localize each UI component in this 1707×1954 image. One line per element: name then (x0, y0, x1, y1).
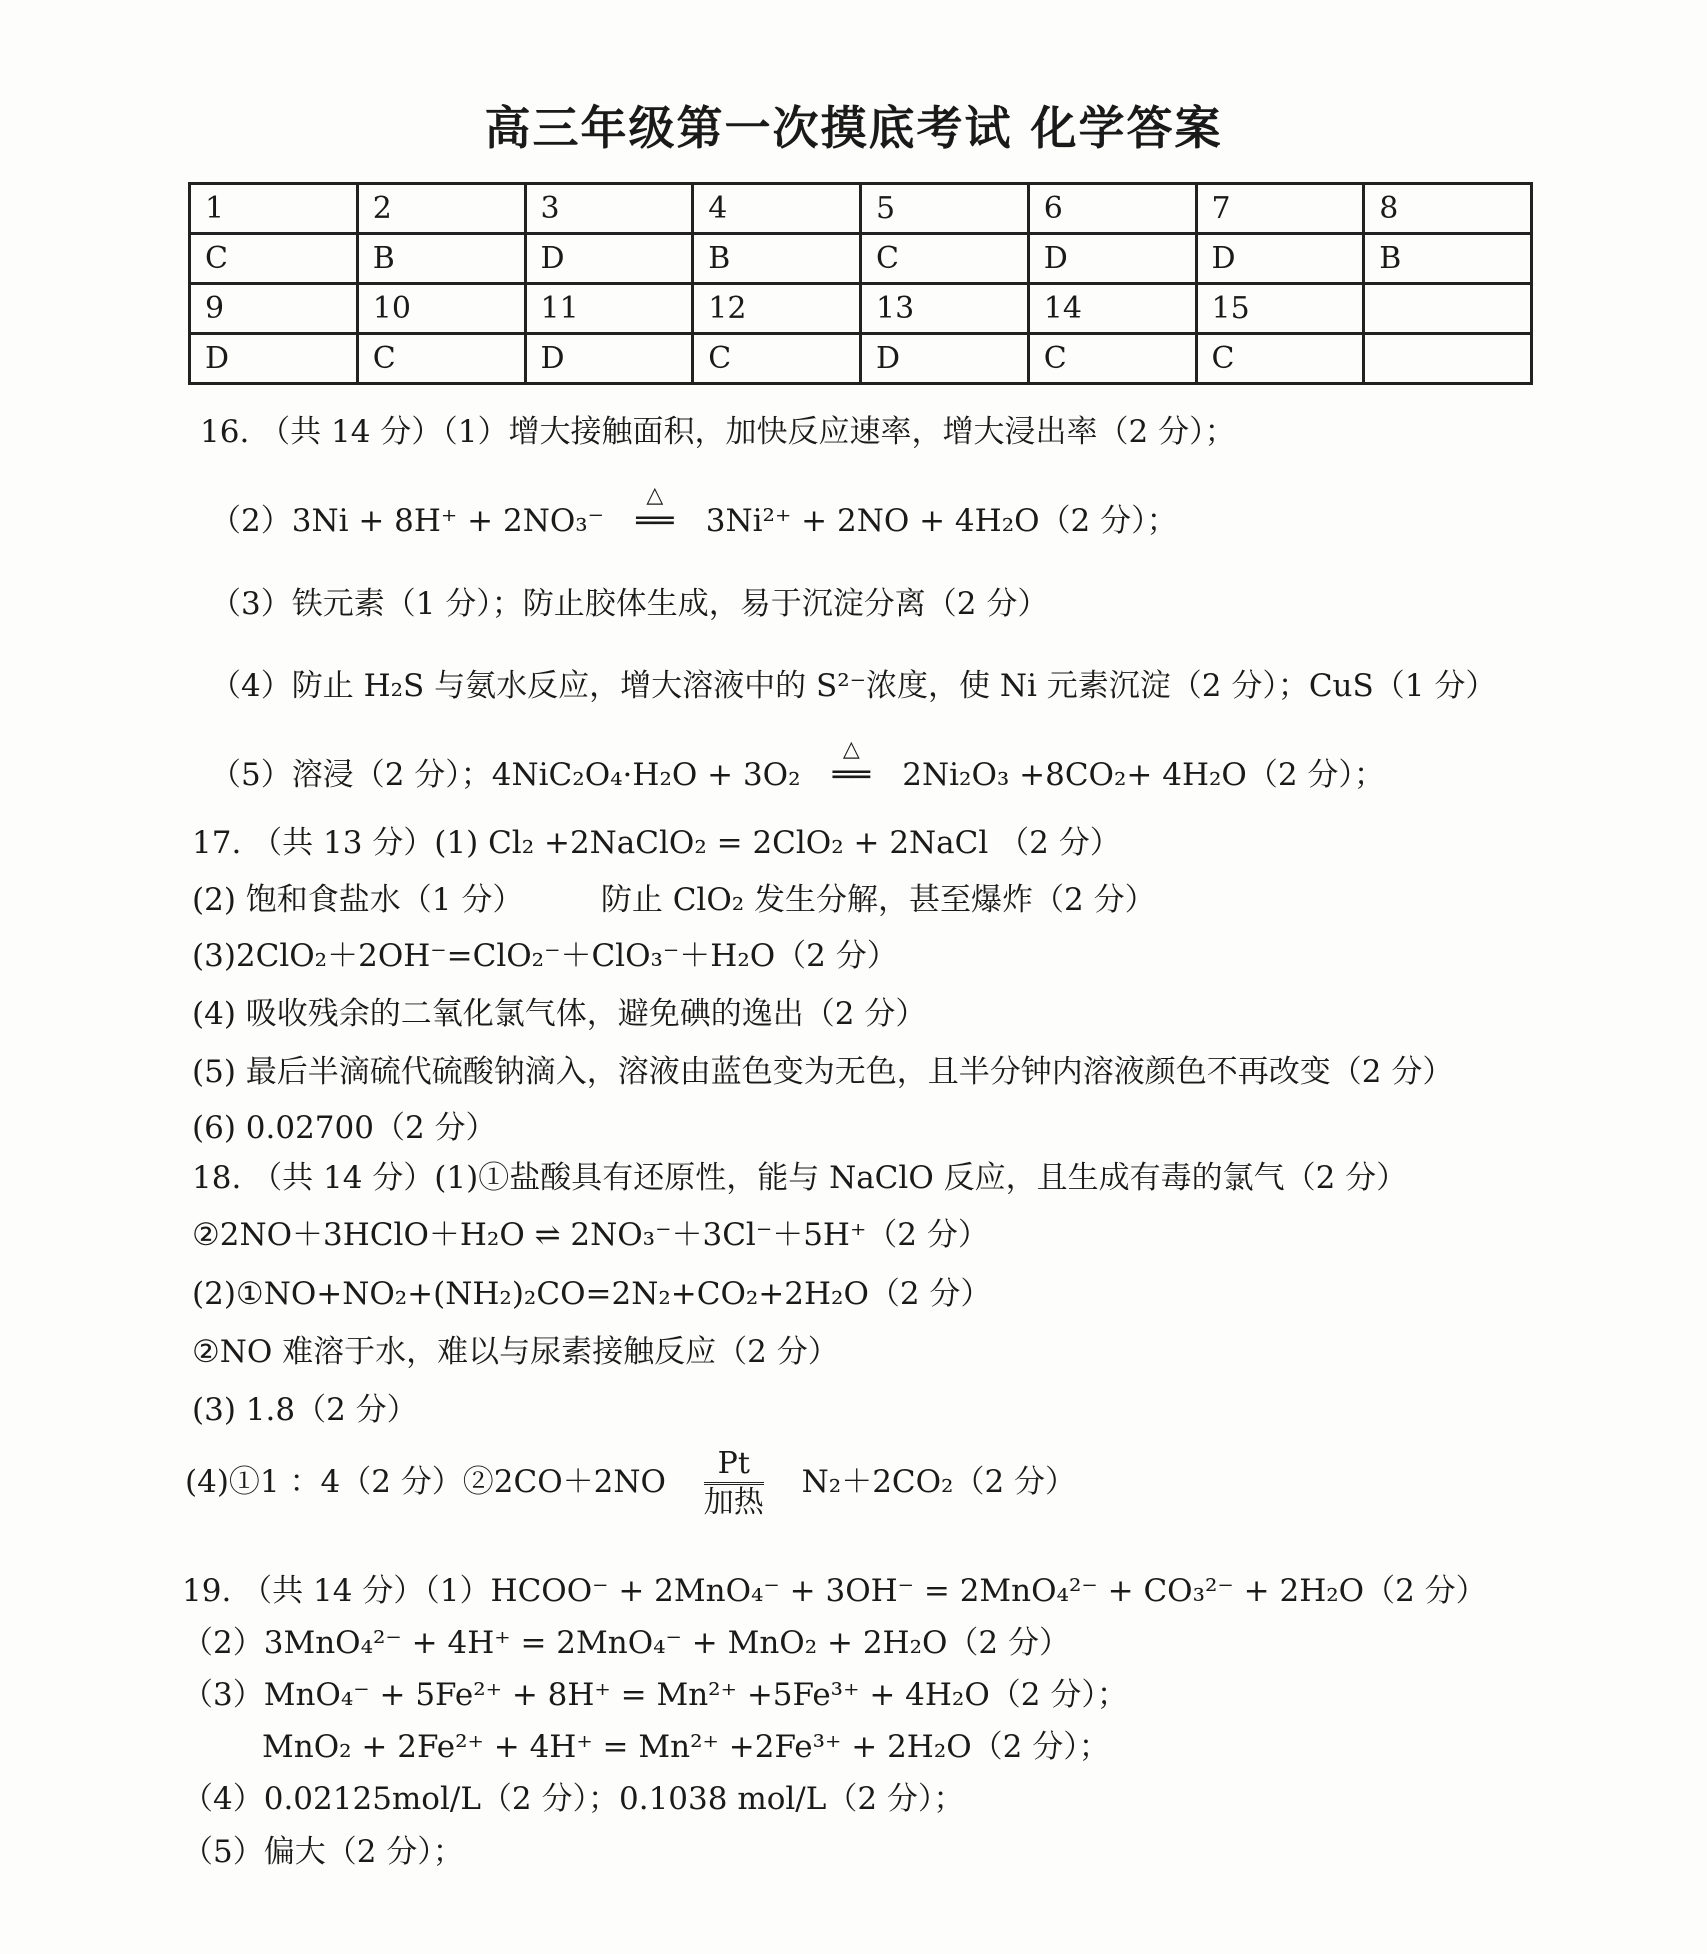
answer-cell: 1 (190, 184, 358, 234)
q16-eq5-left: （5）溶浸（2 分）；4NiC₂O₄·H₂O + 3O₂ (210, 757, 801, 793)
q16-line1: 16. （共 14 分）（1）增大接触面积，加快反应速率，增大浸出率（2 分）； (200, 414, 1236, 450)
q16-line2 (210, 483, 1178, 540)
answer-cell: 11 (525, 284, 693, 334)
q17-line2: (2) 饱和食盐水（1 分） 防止 ClO₂ 发生分解，甚至爆炸（2 分） (192, 882, 1156, 918)
answer-cell: 2 (357, 184, 525, 234)
q18-line1: 18. （共 14 分）(1)①盐酸具有还原性，能与 NaClO 反应，且生成有毒的氯气（2 分） (192, 1160, 1408, 1196)
equals-sign: ══ (636, 503, 674, 539)
heat-triangle-icon: △ (842, 737, 860, 762)
answer-cell: B (357, 234, 525, 284)
reaction-condition (704, 1446, 764, 1521)
q18-line5: (3) 1.8（2 分） (192, 1392, 418, 1428)
q19-line4: MnO₂ + 2Fe²⁺ + 4H⁺ = Mn²⁺ +2Fe³⁺ + 2H₂O（2 分）； (262, 1729, 1110, 1765)
answer-cell (1364, 334, 1532, 384)
q16-eq2-left: （2）3Ni + 8H⁺ + 2NO₃⁻ (210, 503, 605, 539)
q17-line3: (3)2ClO₂＋2OH⁻=ClO₂⁻＋ClO₃⁻＋H₂O（2 分） (192, 938, 898, 974)
q16-line4: （4）防止 H₂S 与氨水反应，增大溶液中的 S²⁻浓度，使 Ni 元素沉淀（2 分）；CuS（1 分） (210, 668, 1497, 704)
answer-cell: 6 (1028, 184, 1196, 234)
answer-cell: 8 (1364, 184, 1532, 234)
answer-cell: C (190, 234, 358, 284)
q18-line3: (2)①NO+NO₂+(NH₂)₂CO=2N₂+CO₂+2H₂O（2 分） (192, 1276, 992, 1312)
answer-table (188, 182, 1533, 385)
page-title: 高三年级第一次摸底考试 化学答案 (484, 101, 1223, 155)
q17-line6: (6) 0.02700（2 分） (192, 1110, 497, 1146)
q18-eq-left: (4)①1 ：4（2 分）②2CO＋2NO (185, 1464, 666, 1500)
answer-cell: 12 (693, 284, 861, 334)
answer-cell: 10 (357, 284, 525, 334)
q17-line1: 17. （共 13 分）(1) Cl₂ +2NaClO₂ = 2ClO₂ + 2NaCl （2 分） (192, 825, 1121, 861)
answer-row (190, 334, 1532, 384)
answer-cell: B (1364, 234, 1532, 284)
answer-cell: D (190, 334, 358, 384)
answer-cell: 14 (1028, 284, 1196, 334)
equals-sign: ══ (832, 757, 871, 793)
q17-line4: (4) 吸收残余的二氧化氯气体，避免碘的逸出（2 分） (192, 996, 927, 1032)
answer-cell: D (1196, 234, 1364, 284)
q19-line1: 19. （共 14 分）（1）HCOO⁻ + 2MnO₄⁻ + 3OH⁻ = 2MnO₄²⁻ + CO₃²⁻ + 2H₂O（2 分） (182, 1573, 1487, 1609)
q18-line2: ②2NO＋3HClO＋H₂O ⇌ 2NO₃⁻＋3Cl⁻＋5H⁺（2 分） (192, 1217, 989, 1253)
heating-condition (810, 737, 892, 794)
answer-cell: 5 (861, 184, 1029, 234)
q16-eq5-right: 2Ni₂O₃ +8CO₂+ 4H₂O（2 分）； (902, 757, 1385, 793)
q19-line3: （3）MnO₄⁻ + 5Fe²⁺ + 8H⁺ = Mn²⁺ +5Fe³⁺ + 4H₂O（2 分）； (182, 1677, 1128, 1713)
q18-eq-right: N₂＋2CO₂（2 分） (801, 1464, 1077, 1500)
answer-row (190, 184, 1532, 234)
answer-cell: D (861, 334, 1029, 384)
heat-triangle-icon: △ (646, 483, 664, 508)
answer-cell: 13 (861, 284, 1029, 334)
answer-row (190, 234, 1532, 284)
answer-cell: 9 (190, 284, 358, 334)
heating-condition (614, 483, 696, 540)
q19-line5: （4）0.02125mol/L（2 分）；0.1038 mol/L（2 分）； (182, 1781, 965, 1817)
answer-cell (1364, 284, 1532, 334)
q17-line5: (5) 最后半滴硫代硫酸钠滴入，溶液由蓝色变为无色，且半分钟内溶液颜色不再改变（2 分） (192, 1054, 1454, 1090)
q16-line5 (210, 737, 1385, 794)
catalyst-label: Pt (704, 1446, 764, 1485)
answer-cell: B (693, 234, 861, 284)
answer-cell: 15 (1196, 284, 1364, 334)
answer-cell: C (861, 234, 1029, 284)
answer-cell: 4 (693, 184, 861, 234)
answer-cell: C (1196, 334, 1364, 384)
q19-line2: （2）3MnO₄²⁻ + 4H⁺ = 2MnO₄⁻ + MnO₂ + 2H₂O（2 分） (182, 1625, 1070, 1661)
q18-line6 (185, 1446, 1076, 1521)
answer-cell: 7 (1196, 184, 1364, 234)
answer-cell: C (1028, 334, 1196, 384)
q16-line3: （3）铁元素（1 分）；防止胶体生成，易于沉淀分离（2 分） (210, 586, 1049, 622)
answer-row (190, 284, 1532, 334)
heating-label: 加热 (703, 1485, 764, 1520)
answer-cell: 3 (525, 184, 693, 234)
answer-cell: C (357, 334, 525, 384)
answer-cell: D (525, 334, 693, 384)
answer-cell: D (525, 234, 693, 284)
q18-line4: ②NO 难溶于水，难以与尿素接触反应（2 分） (192, 1334, 839, 1370)
answer-cell: D (1028, 234, 1196, 284)
q19-line6: （5）偏大（2 分）； (182, 1834, 464, 1870)
answer-cell: C (693, 334, 861, 384)
q16-eq2-right: 3Ni²⁺ + 2NO + 4H₂O（2 分）； (705, 503, 1178, 539)
